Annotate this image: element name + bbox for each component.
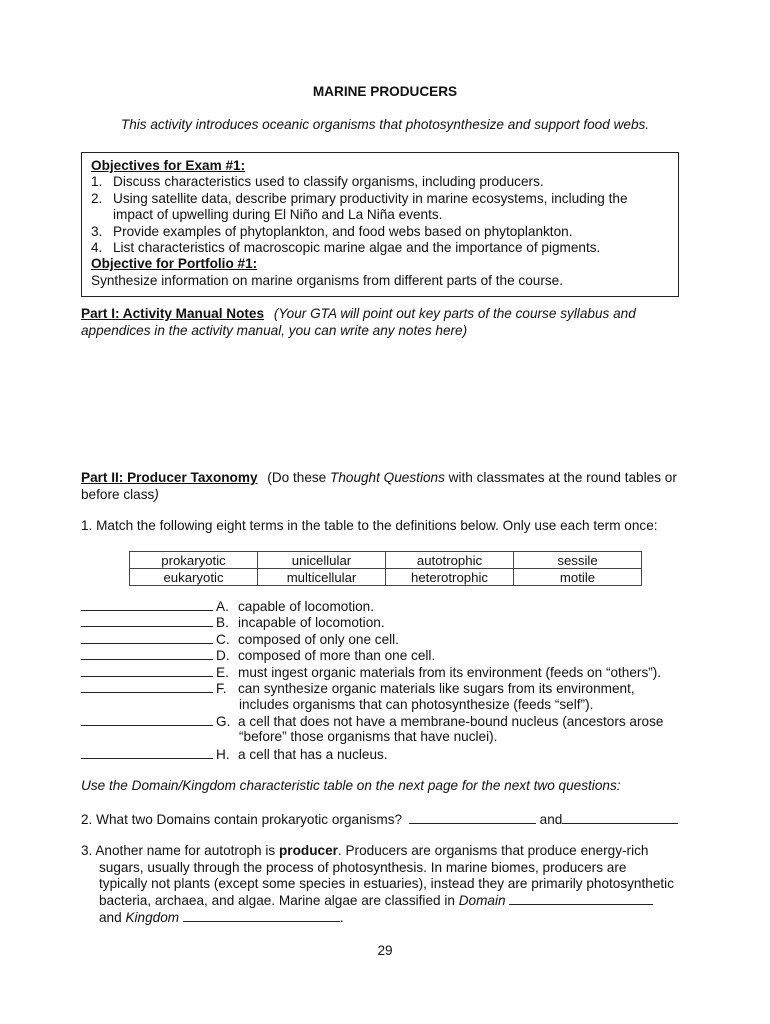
- definition-text: capable of locomotion.: [238, 599, 375, 614]
- definition-letter: E.: [216, 665, 229, 680]
- definition-letter: G.: [216, 714, 231, 729]
- part2-intro-cont: [81, 487, 159, 502]
- definition-row: [81, 647, 435, 665]
- question-2-and: and: [539, 812, 563, 827]
- page-number: 29: [377, 943, 393, 958]
- objective-text-cont: impact of upwelling during El Niño and La Niña events.: [113, 207, 443, 222]
- question-3-text: 3. Another name for autotroph is: [81, 843, 279, 858]
- part2-intro-c: with classmates at the round tables or: [444, 470, 677, 485]
- objectives-box: [81, 152, 679, 297]
- question-1-prompt: 1. Match the following eight terms in the table to the definitions below. Only use each term once:: [81, 518, 658, 533]
- part1-heading-line: [81, 306, 636, 321]
- definition-text: incapable of locomotion.: [238, 615, 385, 630]
- part2-intro-d: before class: [81, 487, 155, 502]
- objective-number: 2.: [91, 191, 103, 206]
- answer-blank-c[interactable]: [81, 631, 213, 644]
- portfolio-objective-text: Synthesize information on marine organisms from different parts of the course.: [91, 273, 563, 288]
- question-3-text: bacteria, archaea, and algae. Marine algae are classified in: [99, 893, 459, 908]
- domain-label: Domain: [458, 893, 506, 908]
- objective-text: Discuss characteristics used to classify organisms, including producers.: [113, 174, 544, 189]
- question-3-line-4: [99, 892, 653, 908]
- term-cell: autotrophic: [386, 552, 514, 569]
- part1-heading: Part I: Activity Manual Notes: [81, 306, 265, 321]
- definition-letter: B.: [216, 615, 229, 630]
- question-3-line-5: [99, 909, 344, 925]
- definition-row: [81, 680, 635, 698]
- table-row: [130, 569, 642, 586]
- producer-term: producer: [279, 843, 338, 858]
- part2-intro-e: ): [154, 487, 159, 502]
- exam-objectives-heading: Objectives for Exam #1:: [91, 158, 246, 173]
- definition-text: a cell that does not have a membrane-bound nucleus (ancestors arose: [238, 714, 664, 729]
- definition-text: can synthesize organic materials like sugars from its environment,: [238, 681, 635, 696]
- domain-table-note: Use the Domain/Kingdom characteristic table on the next page for the next two questions:: [81, 778, 621, 793]
- definition-letter: D.: [216, 648, 230, 663]
- kingdom-label: Kingdom: [125, 910, 180, 925]
- definition-text: composed of only one cell.: [238, 632, 399, 647]
- question-2: [81, 811, 678, 827]
- objective-text: Provide examples of phytoplankton, and food webs based on phytoplankton.: [113, 224, 573, 239]
- definition-text-cont: “before” those organisms that have nuclei).: [239, 729, 498, 744]
- objective-text: Using satellite data, describe primary productivity in marine ecosystems, including the: [113, 191, 628, 206]
- definition-letter: H.: [216, 747, 230, 762]
- term-cell: prokaryotic: [130, 552, 258, 569]
- definition-letter: F.: [216, 681, 227, 696]
- objective-number: 4.: [91, 240, 103, 255]
- definition-row: [81, 664, 661, 682]
- term-cell: multicellular: [258, 569, 386, 586]
- definition-row: [81, 598, 374, 616]
- objective-number: 1.: [91, 174, 103, 189]
- question-3-period: .: [339, 910, 344, 925]
- answer-blank-domain-2[interactable]: [562, 811, 678, 824]
- answer-blank-b[interactable]: [81, 614, 213, 627]
- answer-blank-domain[interactable]: [509, 892, 653, 905]
- part2-heading: Part II: Producer Taxonomy: [81, 470, 258, 485]
- objective-number: 3.: [91, 224, 103, 239]
- term-cell: eukaryotic: [130, 569, 258, 586]
- answer-blank-e[interactable]: [81, 664, 213, 677]
- question-3-text: . Producers are organisms that produce energy-rich: [337, 843, 649, 858]
- definition-row: [81, 631, 399, 649]
- answer-blank-domain-1[interactable]: [409, 811, 536, 824]
- intro-text: This activity introduces oceanic organisms that photosynthesize and support food webs.: [120, 117, 650, 132]
- definition-text-cont: includes organisms that can photosynthesize (feeds “self”).: [239, 697, 594, 712]
- part2-intro-b: Thought Questions: [330, 470, 445, 485]
- question-3-line-3: typically not plants (except some species in estuaries), instead they are primarily photosynthetic: [99, 876, 674, 891]
- term-cell: sessile: [514, 552, 642, 569]
- question-3-line-1: [81, 843, 648, 858]
- definition-row: [81, 746, 388, 764]
- objective-text: List characteristics of macroscopic marine algae and the importance of pigments.: [113, 240, 601, 255]
- question-3-text: and: [99, 910, 126, 925]
- question-2-text: 2. What two Domains contain prokaryotic organisms?: [81, 812, 403, 827]
- answer-blank-g[interactable]: [81, 713, 213, 726]
- answer-blank-h[interactable]: [81, 746, 213, 759]
- term-cell: heterotrophic: [386, 569, 514, 586]
- definition-text: composed of more than one cell.: [238, 648, 436, 663]
- page-title: MARINE PRODUCERS: [312, 84, 458, 99]
- definition-letter: A.: [216, 599, 229, 614]
- definition-row: [81, 614, 385, 632]
- answer-blank-kingdom[interactable]: [183, 909, 340, 922]
- definition-text: must ingest organic materials from its environment (feeds on “others”).: [238, 665, 662, 680]
- terms-table: [129, 551, 642, 586]
- question-3-line-2: sugars, usually through the process of photosynthesis. In marine biomes, producers are: [99, 860, 627, 875]
- answer-blank-f[interactable]: [81, 680, 213, 693]
- part1-note: (Your GTA will point out key parts of the course syllabus and: [273, 306, 636, 321]
- term-cell: motile: [514, 569, 642, 586]
- part2-heading-line: [81, 470, 677, 485]
- term-cell: unicellular: [258, 552, 386, 569]
- part2-intro-a: (Do these: [267, 470, 331, 485]
- definition-row: [81, 713, 663, 731]
- definition-text: a cell that has a nucleus.: [238, 747, 388, 762]
- answer-blank-d[interactable]: [81, 647, 213, 660]
- answer-blank-a[interactable]: [81, 598, 213, 611]
- part1-note-cont: appendices in the activity manual, you can write any notes here): [81, 323, 468, 338]
- table-row: [130, 552, 642, 569]
- portfolio-objective-heading: Objective for Portfolio #1:: [91, 256, 258, 271]
- definition-letter: C.: [216, 632, 230, 647]
